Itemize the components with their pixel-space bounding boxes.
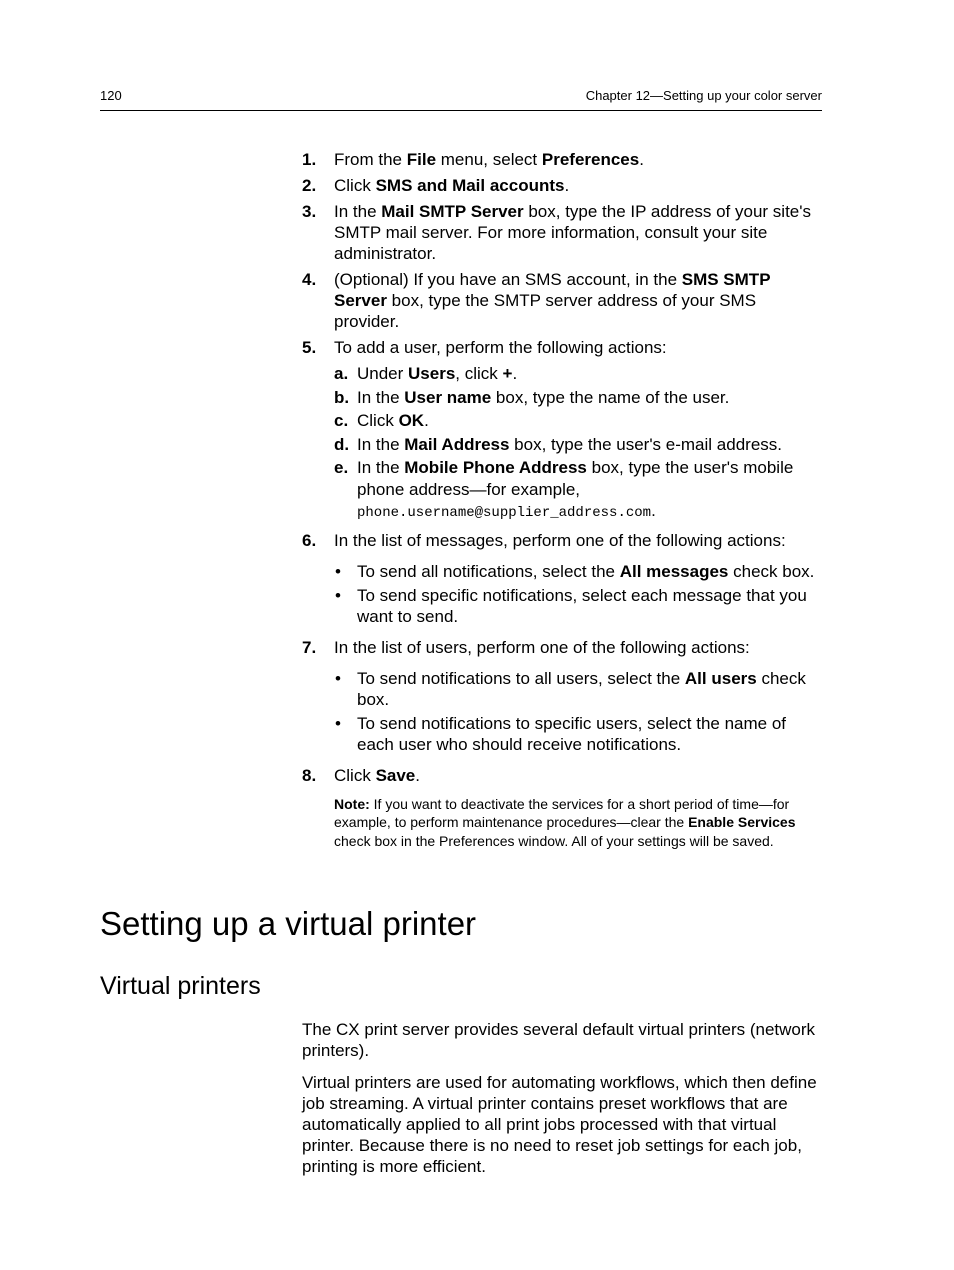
substep-text: box, type the name of the user. xyxy=(491,387,730,407)
bullet-text: To send specific notifications, select each message that you want to send. xyxy=(357,585,807,626)
substeps xyxy=(334,363,822,525)
note-label: Note: xyxy=(334,795,370,812)
ui-term: Preferences xyxy=(541,150,640,169)
step-8 xyxy=(302,765,822,851)
page-header xyxy=(100,88,822,111)
substep-text: Under xyxy=(357,364,409,383)
step-text: box, type the IP address of your site's SMTP mail server. For more information, consult your site administrator. xyxy=(334,202,811,263)
ui-term: SMS and Mail accounts xyxy=(375,176,565,195)
step-text: . xyxy=(564,176,570,195)
ui-term: OK xyxy=(398,411,425,430)
step-text: menu, select xyxy=(436,150,542,169)
step-number: 4. xyxy=(302,270,317,289)
bullet-icon: • xyxy=(335,713,341,733)
substep-text: . xyxy=(512,364,518,383)
note-text: If you want to deactivate the services for a short period of time—for example, to perform maintenance procedures—clear the xyxy=(334,795,790,830)
step-text: In the list of messages, perform one of the following actions: xyxy=(334,530,786,550)
substep-e xyxy=(334,457,822,525)
step-text: . xyxy=(639,150,644,169)
step-text: From the xyxy=(334,150,407,169)
ui-term: Mail SMTP Server xyxy=(381,202,524,221)
step-text: box, type the SMTP server address of your SMS provider. xyxy=(334,291,757,331)
substep-text: In the xyxy=(357,387,405,407)
bullet-icon: • xyxy=(335,585,341,605)
step-text: Click xyxy=(334,176,376,195)
note xyxy=(334,795,822,851)
bullet-text: To send all notifications, select the xyxy=(357,561,620,581)
ui-term: All users xyxy=(684,668,757,688)
step-7 xyxy=(302,637,822,755)
substep-letter: e. xyxy=(334,458,349,477)
step-text: Click xyxy=(334,765,376,785)
step-number: 8. xyxy=(302,765,317,785)
ui-term: SMS SMTP Server xyxy=(334,270,771,310)
substep-text: , click xyxy=(455,364,503,383)
step-text: In the list of users, perform one of the following actions: xyxy=(334,637,750,657)
page-number: 120 xyxy=(100,88,122,103)
bullet-item xyxy=(334,713,822,755)
substep-letter: b. xyxy=(334,387,350,407)
step-number: 3. xyxy=(302,202,317,221)
substep-text: . xyxy=(651,501,656,520)
bullet-item xyxy=(334,561,822,582)
substep-letter: c. xyxy=(334,411,349,430)
body-text xyxy=(302,1019,822,1188)
step-1 xyxy=(302,149,822,170)
bullet-list xyxy=(334,668,822,755)
substep-letter: d. xyxy=(334,434,350,454)
bullet-text: To send notifications to specific users, select the name of each user who should receive notifications. xyxy=(357,713,787,754)
step-2 xyxy=(302,175,822,196)
step-5 xyxy=(302,337,822,525)
substep-text: In the xyxy=(357,458,405,477)
step-text: (Optional) If you have an SMS account, in the xyxy=(334,270,682,289)
bullet-icon: • xyxy=(335,668,341,688)
step-3 xyxy=(302,201,822,264)
substep-letter: a. xyxy=(334,364,349,383)
step-number: 1. xyxy=(302,150,317,169)
ui-term: Users xyxy=(408,364,456,383)
chapter-title: Chapter 12—Setting up your color server xyxy=(585,88,822,103)
substep-text: box, type the user's e-mail address. xyxy=(509,434,782,454)
substep-text: In the xyxy=(357,434,405,454)
ui-term: All messages xyxy=(619,561,729,581)
bullet-item xyxy=(334,585,822,627)
bullet-item xyxy=(334,668,822,710)
step-text: To add a user, perform the following actions: xyxy=(334,338,667,357)
ui-term: Mail Address xyxy=(404,434,510,454)
ui-term: + xyxy=(502,364,513,383)
substep-text: box, type the user's mobile phone address—for example, xyxy=(357,458,794,499)
step-number: 5. xyxy=(302,338,317,357)
ui-term: User name xyxy=(404,387,492,407)
substep-a xyxy=(334,363,822,385)
substep-text: Click xyxy=(357,411,399,430)
bullet-list xyxy=(334,561,822,627)
substep-d xyxy=(334,434,822,456)
section-heading: Setting up a virtual printer xyxy=(100,905,477,942)
paragraph: Virtual printers are used for automating workflows, which then define job streaming. A virtual printer contains preset workflows that are automatically applied to all print jobs processed with that virtual printer. Because there is no need to reset job settings for each job, printing is more efficient. xyxy=(302,1073,817,1176)
bullet-text: check box. xyxy=(357,668,806,709)
step-text: In the xyxy=(334,202,382,221)
procedure-steps xyxy=(302,149,822,855)
ui-term: File xyxy=(406,150,437,169)
bullet-icon: • xyxy=(335,561,341,581)
ui-term: Mobile Phone Address xyxy=(404,458,587,477)
paragraph: The CX print server provides several default virtual printers (network printers). xyxy=(302,1020,816,1060)
example-address: phone.username@supplier_address.com xyxy=(357,505,652,521)
step-number: 6. xyxy=(302,530,317,550)
substep-text: . xyxy=(424,411,429,430)
bullet-text: check box. xyxy=(728,561,815,581)
step-4 xyxy=(302,269,822,332)
subsection-heading: Virtual printers xyxy=(100,972,261,1000)
ui-term: Save xyxy=(375,765,416,785)
step-text: . xyxy=(415,765,420,785)
ui-term: Enable Services xyxy=(688,814,796,830)
step-number: 7. xyxy=(302,637,317,657)
bullet-text: To send notifications to all users, select the xyxy=(357,668,685,688)
substep-b xyxy=(334,387,822,409)
step-number: 2. xyxy=(302,176,317,195)
substep-c xyxy=(334,410,822,432)
step-6 xyxy=(302,530,822,627)
note-text: check box in the Preferences window. All of your settings will be saved. xyxy=(334,832,774,849)
